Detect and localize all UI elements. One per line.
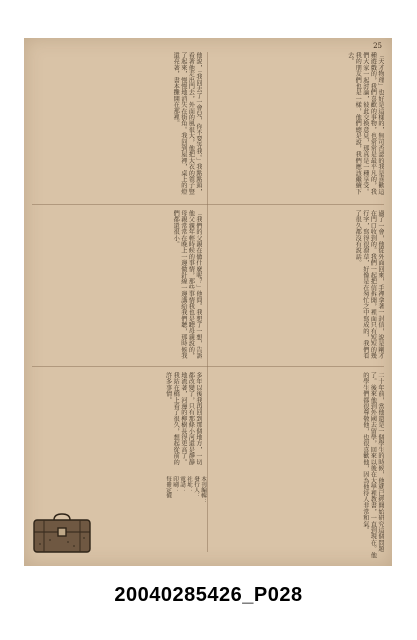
row-divider-lower (32, 366, 384, 367)
page-number: 25 (373, 42, 382, 50)
article-text-top-left: 他說，「我回去了一會兒，你不要等我。」我點點頭，看著他走出門去，外面的風很大，他把大衣的領子豎了起來，慢慢地消失在街角。我回到屋裡，桌上的燈還亮著，書本攤開在那裡。 (172, 52, 202, 195)
article-text-bottom-left: 多年以後我再回到那個地方，一切都改變了，只有那條小河還是靜靜地流著，河邊的柳樹長得更高了。我站在橋上看了很久，想起從前的許多事情。 (164, 372, 202, 465)
publication-credits (84, 476, 206, 540)
article-text-middle-left: 「我們的父親在做什麼呢？」他問。我想了一想，告訴他父親年輕時候的事情，那些事情我也是聽母親說的，母親常常在晚上一邊做針線一邊講給我們聽，那時候我們都還很小。 (172, 210, 202, 359)
credit-line: 本刊編輯： (200, 476, 206, 504)
scanned-page (24, 38, 392, 566)
credit-line: 每冊定價 (165, 476, 171, 499)
article-text-top-right: 「天才物理」也好是這樣的，無可否認的我是喜歡這種遊戲的，我們喜歡的事物，也常常是最平凡的，我們大家一起討論，彼此交換意見，那真是一種享受。我的朋友們也是一樣，他們總是說，我們應該繼續下去。 (346, 52, 384, 195)
image-id-caption: 20040285426_P028 (114, 584, 303, 606)
suitcase-illustration (30, 510, 94, 556)
credit-line: 發行人： (193, 476, 199, 499)
row-divider-upper (32, 204, 384, 205)
credit-line: 社址： (186, 476, 192, 493)
article-text-middle-right: 過了一會，他從外面回來，手裡拿著一封信，說是剛才在門口收到的。我們一起把信拆開，裡面只有短短的幾行字，寫得很潦草，好像是在匆忙之中寫成的，我們看了很久都沒有說話。 (354, 210, 384, 359)
credit-line: 印刷： (172, 476, 178, 493)
credit-line: 電話： (179, 476, 185, 493)
article-text-bottom-right: 二十年前，當他還是一個學生的時候，他就已經開始研究這個問題了。後來他到外國去留學，回來以後在大學裡教書，一直到現在。他的學生們都很尊敬他，也很喜歡他，因為他待人非常和氣。 (361, 372, 384, 558)
